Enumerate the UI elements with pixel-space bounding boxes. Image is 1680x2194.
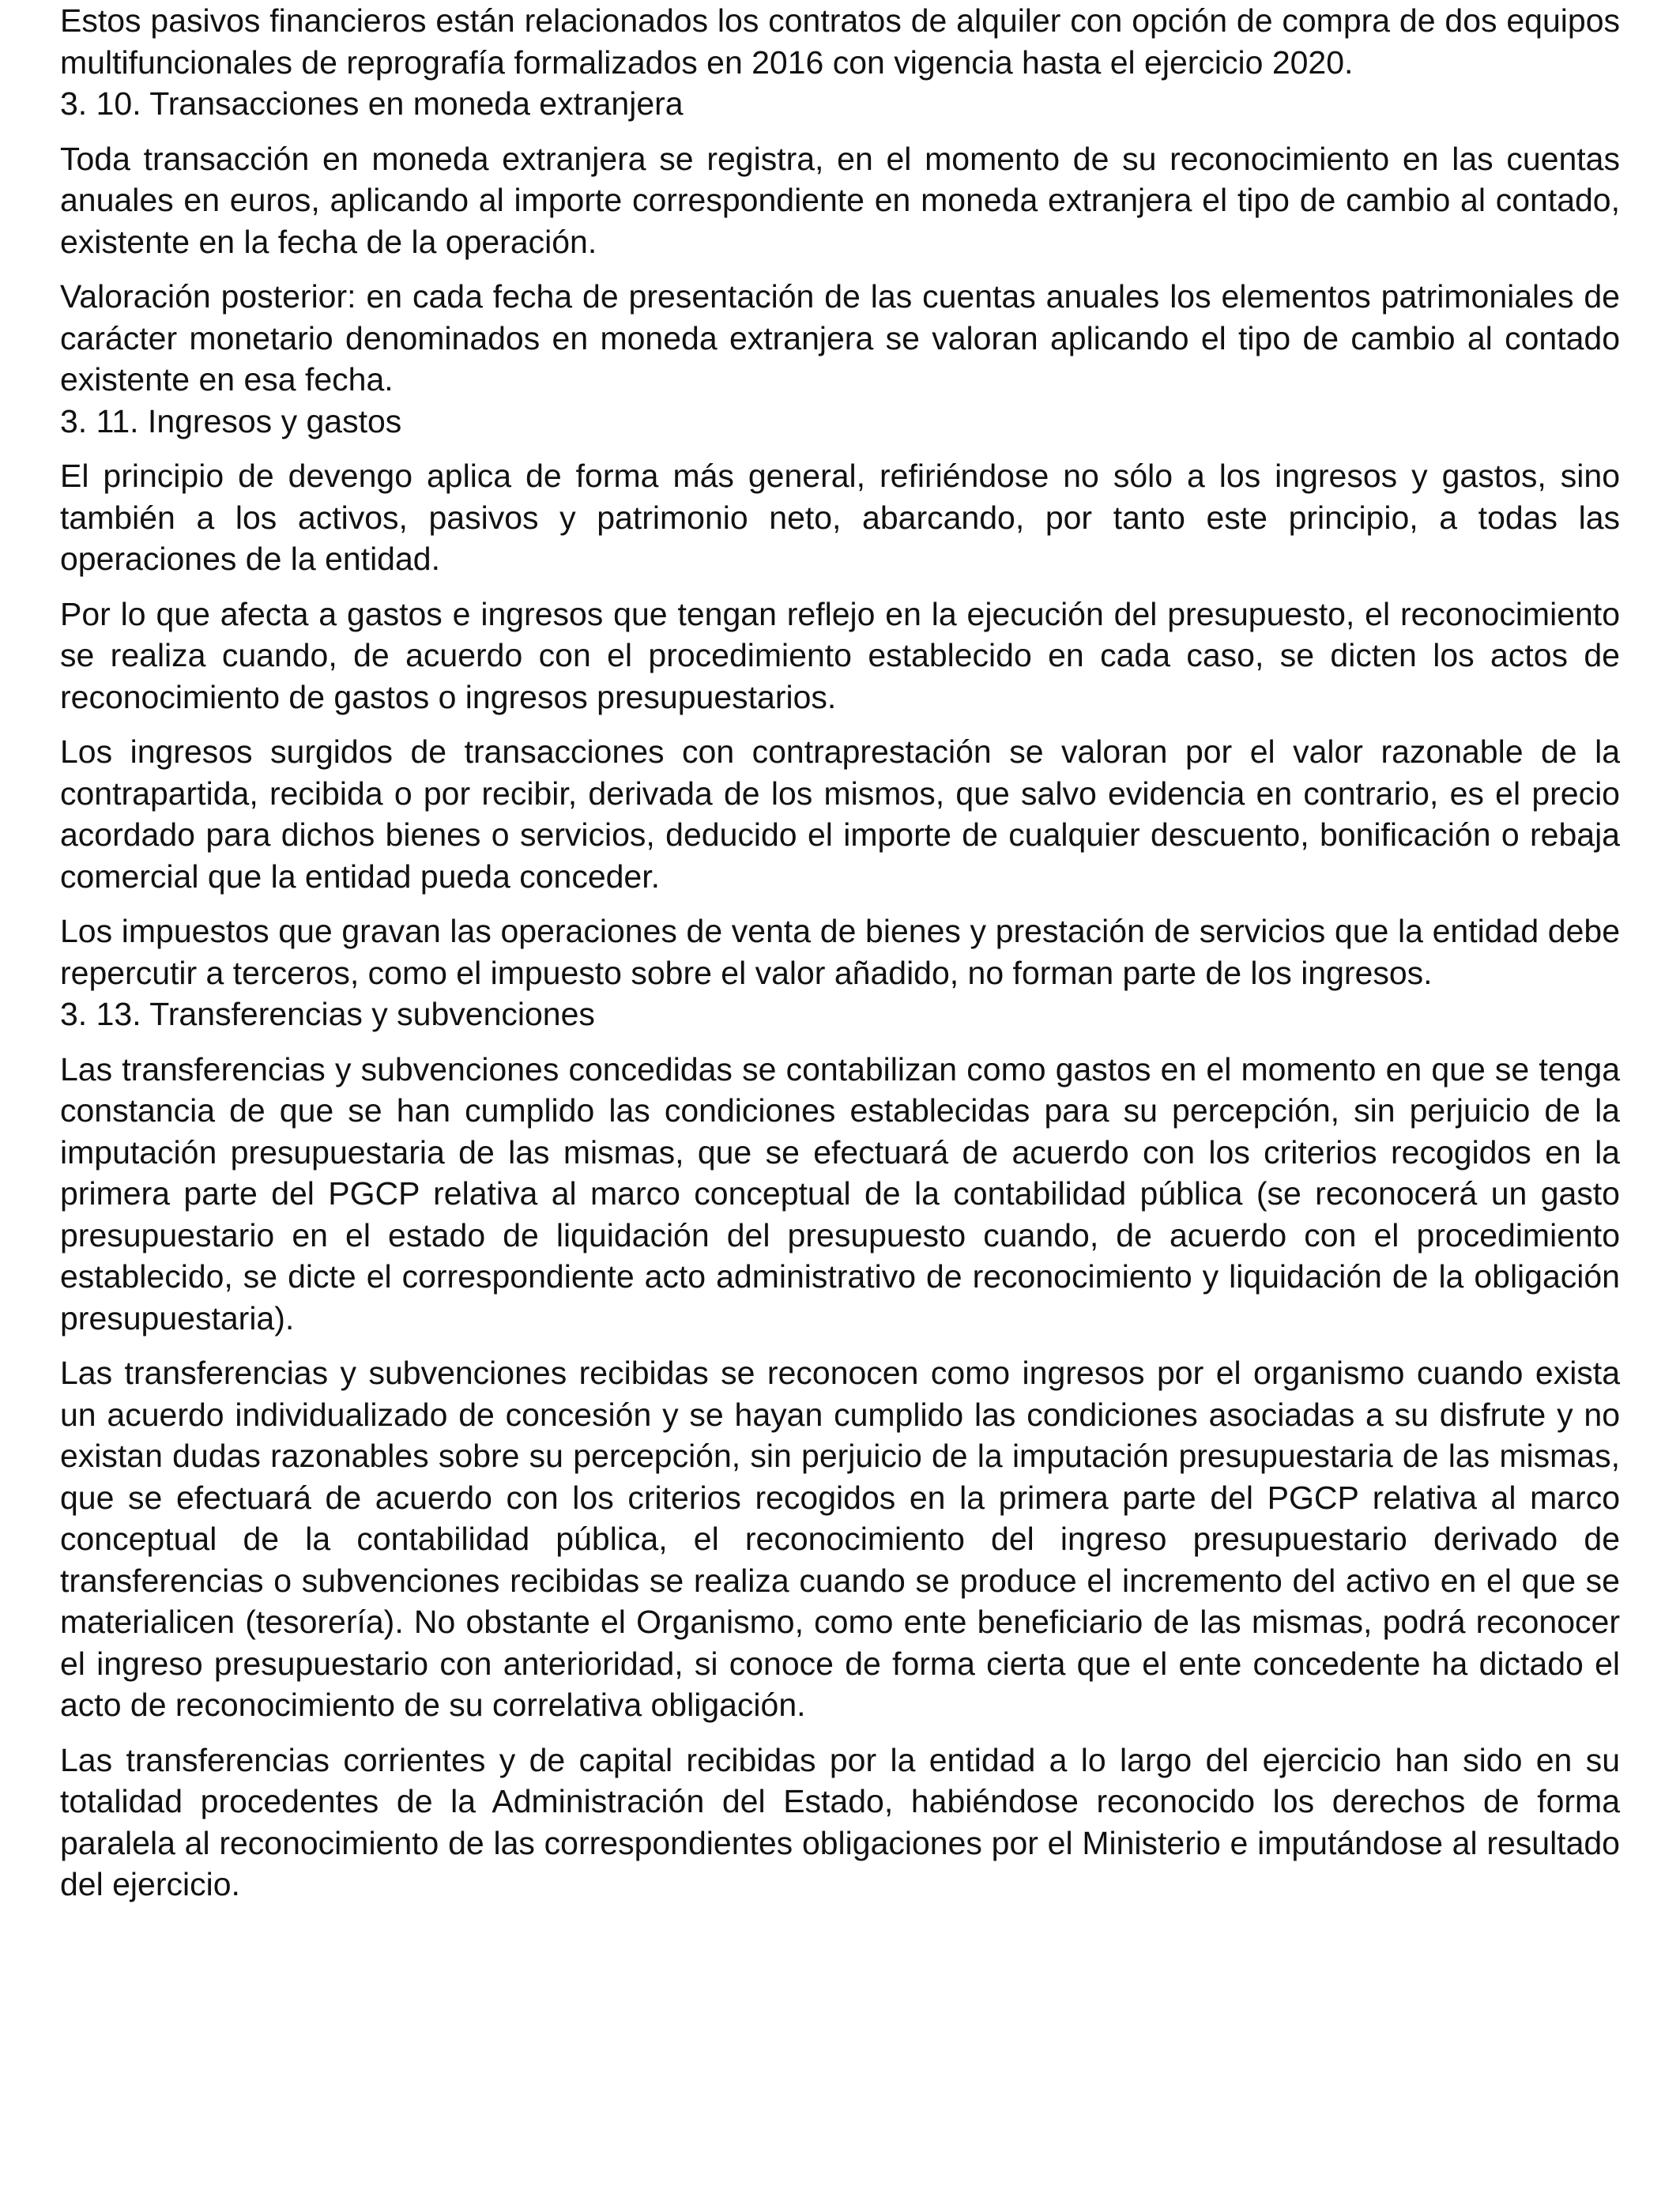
paragraph-3-11-4: Los impuestos que gravan las operaciones de venta de bienes y prestación de servicios que la entidad debe repercutir a terceros, como el impuesto sobre el valor añadido, no forman parte de los ingresos. — [60, 913, 1620, 991]
paragraph-3-11-2: Por lo que afecta a gastos e ingresos que tengan reflejo en la ejecución del presupuesto, el reconocimiento se realiza cuando, de acuerdo con el procedimiento establecido en cada caso, se dicten los actos de reconocimiento de gastos o ingresos presupuestarios. — [60, 595, 1620, 715]
paragraph-3-10-2: Valoración posterior: en cada fecha de presentación de las cuentas anuales los elementos patrimoniales de carácter monetario denominados en moneda extranjera se valoran aplicando el tipo de cambio al contado existente en esa fecha. — [60, 278, 1620, 398]
heading-3-11: 3. 11. Ingresos y gastos — [60, 402, 402, 439]
paragraph-3-11-3: Los ingresos surgidos de transacciones con contraprestación se valoran por el valor razonable de la contrapartida, recibida o por recibir, derivada de los mismos, que salvo evidencia en contrario, es el precio acordado para dichos bienes o servicios, deducido el importe de cualquier descuento, bonificación o rebaja comercial que la entidad pueda conceder. — [60, 733, 1620, 895]
heading-3-13: 3. 13. Transferencias y subvenciones — [60, 996, 595, 1032]
paragraph-3-13-1: Las transferencias y subvenciones concedidas se contabilizan como gastos en el momento en que se tenga constancia de que se han cumplido las condiciones establecidas para su percepción, sin perjuicio de la imputación presupuestaria de las mismas, que se efectuará de acuerdo con los criterios recogidos en la primera parte del PGCP relativa al marco conceptual de la contabilidad pública (se reconocerá un gasto presupuestario en el estado de liquidación del presupuesto cuando, de acuerdo con el procedimiento establecido, se dicte el correspondiente acto administrativo de reconocimiento y liquidación de la obligación presupuestaria). — [60, 1050, 1620, 1336]
intro-paragraph: Estos pasivos financieros están relacionados los contratos de alquiler con opción de compra de dos equipos multifuncionales de reprografía formalizados en 2016 con vigencia hasta el ejercicio 2020. — [60, 2, 1620, 81]
paragraph-3-11-1: El principio de devengo aplica de forma más general, refiriéndose no sólo a los ingresos y gastos, sino también a los activos, pasivos y patrimonio neto, abarcando, por tanto este principio, a todas las operaciones de la entidad. — [60, 458, 1620, 577]
heading-3-10: 3. 10. Transacciones en moneda extranjera — [60, 85, 684, 122]
paragraph-3-13-2: Las transferencias y subvenciones recibidas se reconocen como ingresos por el organismo cuando exista un acuerdo individualizado de concesión y se hayan cumplido las condiciones asociadas a su disfrute y no existan dudas razonables sobre su percepción, sin perjuicio de la imputación presupuestaria de las mismas, que se efectuará de acuerdo con los criterios recogidos en la primera parte del PGCP relativa al marco conceptual de la contabilidad pública, el reconocimiento del ingreso presupuestario derivado de transferencias o subvenciones recibidas se realiza cuando se produce el incremento del activo en el que se materialicen (tesorería). No obstante el Organismo, como ente beneficiario de las mismas, podrá reconocer el ingreso presupuestario con anterioridad, si conoce de forma cierta que el ente concedente ha dictado el acto de reconocimiento de su correlativa obligación. — [60, 1355, 1620, 1723]
document-page — [60, 0, 1620, 1906]
paragraph-3-13-3: Las transferencias corrientes y de capital recibidas por la entidad a lo largo del ejercicio han sido en su totalidad procedentes de la Administración del Estado, habiéndose reconocido los derechos de forma paralela al reconocimiento de las correspondientes obligaciones por el Ministerio e imputándose al resultado del ejercicio. — [60, 1741, 1620, 1902]
paragraph-3-10-1: Toda transacción en moneda extranjera se registra, en el momento de su reconocimiento en las cuentas anuales en euros, aplicando al importe correspondiente en moneda extranjera el tipo de cambio al contado, existente en la fecha de la operación. — [60, 140, 1620, 260]
